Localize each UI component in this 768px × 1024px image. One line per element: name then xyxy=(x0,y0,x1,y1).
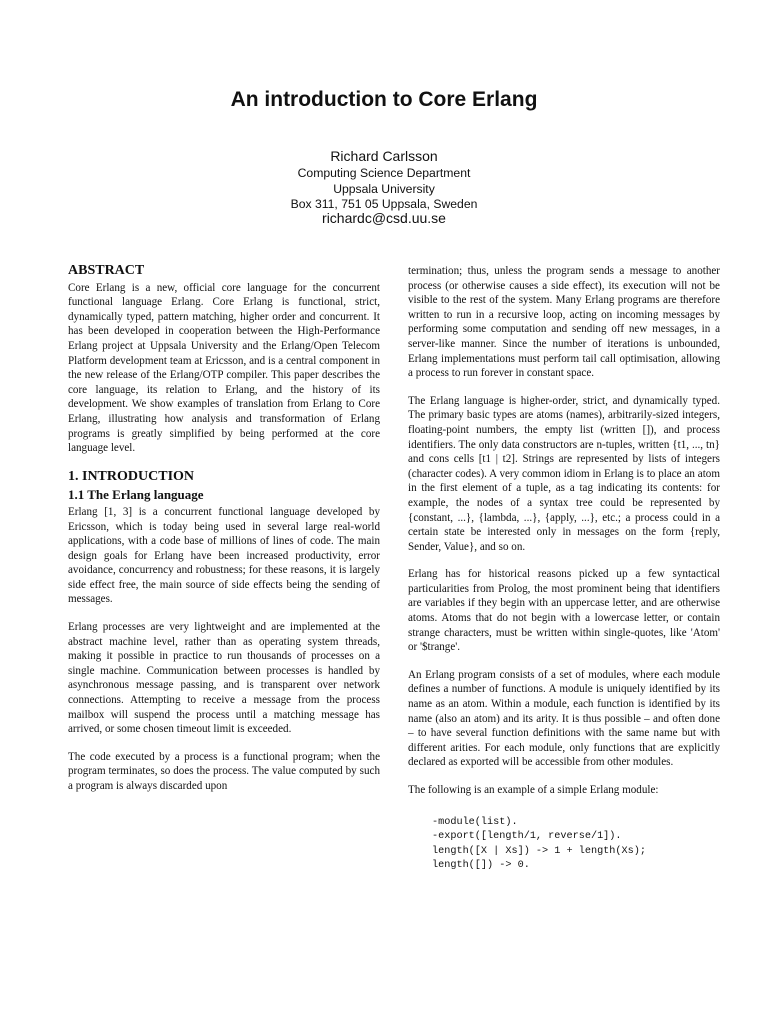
code-line: -export([length/1, reverse/1]). xyxy=(432,831,622,843)
author-affiliation xyxy=(0,166,768,213)
code-line: length([X | Xs]) -> 1 + length(Xs); xyxy=(432,845,646,857)
body-paragraph: The following is an example of a simple Erlang module: xyxy=(408,784,659,796)
affiliation-line: Computing Science Department xyxy=(297,166,471,180)
author-email: richardc@csd.uu.se xyxy=(322,210,446,226)
affiliation-line: Uppsala University xyxy=(333,181,435,196)
code-line: length([]) -> 0. xyxy=(432,860,530,872)
code-line: -module(list). xyxy=(432,816,518,828)
body-paragraph: An Erlang program consists of a set of modules, where each module defines a number of functions. A module is uniquely identified by its name as an atom. Within a module, each function is identified by its name (also an atom) and its arity. It is thus possible – and often done – to have several function definitions with the same name but with different arities. For each module, only functions that are explicitly declared as exported will be accessible from other modules. xyxy=(408,668,720,769)
intro-paragraph: Erlang processes are very lightweight and are implemented at the abstract machine level, rather than as operating system threads, making it possible in practice to run thousands of processes on a single machine. Communication between processes is handled by asynchronous message passing, and is transparent over network connections. Attempting to receive a message from the process mailbox will suspend the process until a matching message has arrived, or some chosen timeout limit is exceeded. xyxy=(68,621,380,736)
code-example xyxy=(432,816,720,874)
author-name: Richard Carlsson xyxy=(330,148,438,164)
body-paragraph: termination; thus, unless the program sends a message to another process (or otherwise causes a side effect), its execution will not be visible to the rest of the system. Many Erlang programs are therefore written to run in a recursive loop, acting on incoming messages by performing some computation and sending off new messages, in a server-like manner. Since the number of iterations is unbounded, Erlang implementations must perform tail call optimisation, allowing a process to run forever in constant space. xyxy=(408,265,720,380)
subsection-heading-erlang-language: 1.1 The Erlang language xyxy=(68,487,204,503)
right-column xyxy=(408,264,720,874)
abstract-heading: ABSTRACT xyxy=(68,263,145,278)
paper-title: An introduction to Core Erlang xyxy=(230,88,538,111)
body-paragraph: Erlang has for historical reasons picked up a few syntactical particularities from Prolog, the most prominent being that identifiers are variables if they begin with an uppercase letter, and are otherwise atoms. Atoms that do not begin with a lowercase letter, or contain strange characters, must be written within single-quotes, like 'Atom' or '$trange'. xyxy=(408,568,720,654)
body-paragraph: The Erlang language is higher-order, strict, and dynamically typed. The primary basic types are atoms (names), arbitrarily-sized integers, floating-point numbers, the empty list (written []), and process identifiers. The only data constructors are n-tuples, written {t1, ..., tn} and cons cells [t1 | t2]. Strings are represented by lists of integers (character codes). A very common idiom in Erlang is to place an atom in the first element of a tuple, as a tag indicating its contents: for example, the nodes of a syntax tree could be represented by {constant, ...}, {lambda, ...}, {apply, ...}, etc.; a process could in a certain state be interested only in messages on the form {reply, Sender, Value}, and so on. xyxy=(408,394,720,553)
intro-paragraph: The code executed by a process is a functional program; when the program terminates, so does the process. The value computed by such a program is always discarded upon xyxy=(68,750,380,792)
left-column xyxy=(68,264,380,807)
abstract-text: Core Erlang is a new, official core language for the concurrent functional language Erlang. Core Erlang is functional, strict, dynamically typed, pattern matching, higher order and concurrent. It has been developed in cooperation between the High-Performance Erlang project at Uppsala University and the Erlang/Open Telecom Platform development team at Ericsson, and is a central component in the new release of the Erlang/OTP compiler. This paper describes the core language, its relation to Erlang, and the history of its development. We show examples of translation from Erlang to Core Erlang, illustrating how analysis and transformation of Erlang programs is greatly simplified by being performed at the core language level. xyxy=(68,281,380,455)
intro-paragraph: Erlang [1, 3] is a concurrent functional language developed by Ericsson, which is today being used in several large real-world applications, with a code base of millions of lines of code. The main design goals for Erlang have been increased productivity, error avoidance, concurrency and robustness; for these reasons, it is largely side effect free, the main source of side effects being the sending of messages. xyxy=(68,505,380,606)
section-heading-introduction: 1. INTRODUCTION xyxy=(68,468,195,484)
affiliation-line: Box 311, 751 05 Uppsala, Sweden xyxy=(290,197,478,211)
